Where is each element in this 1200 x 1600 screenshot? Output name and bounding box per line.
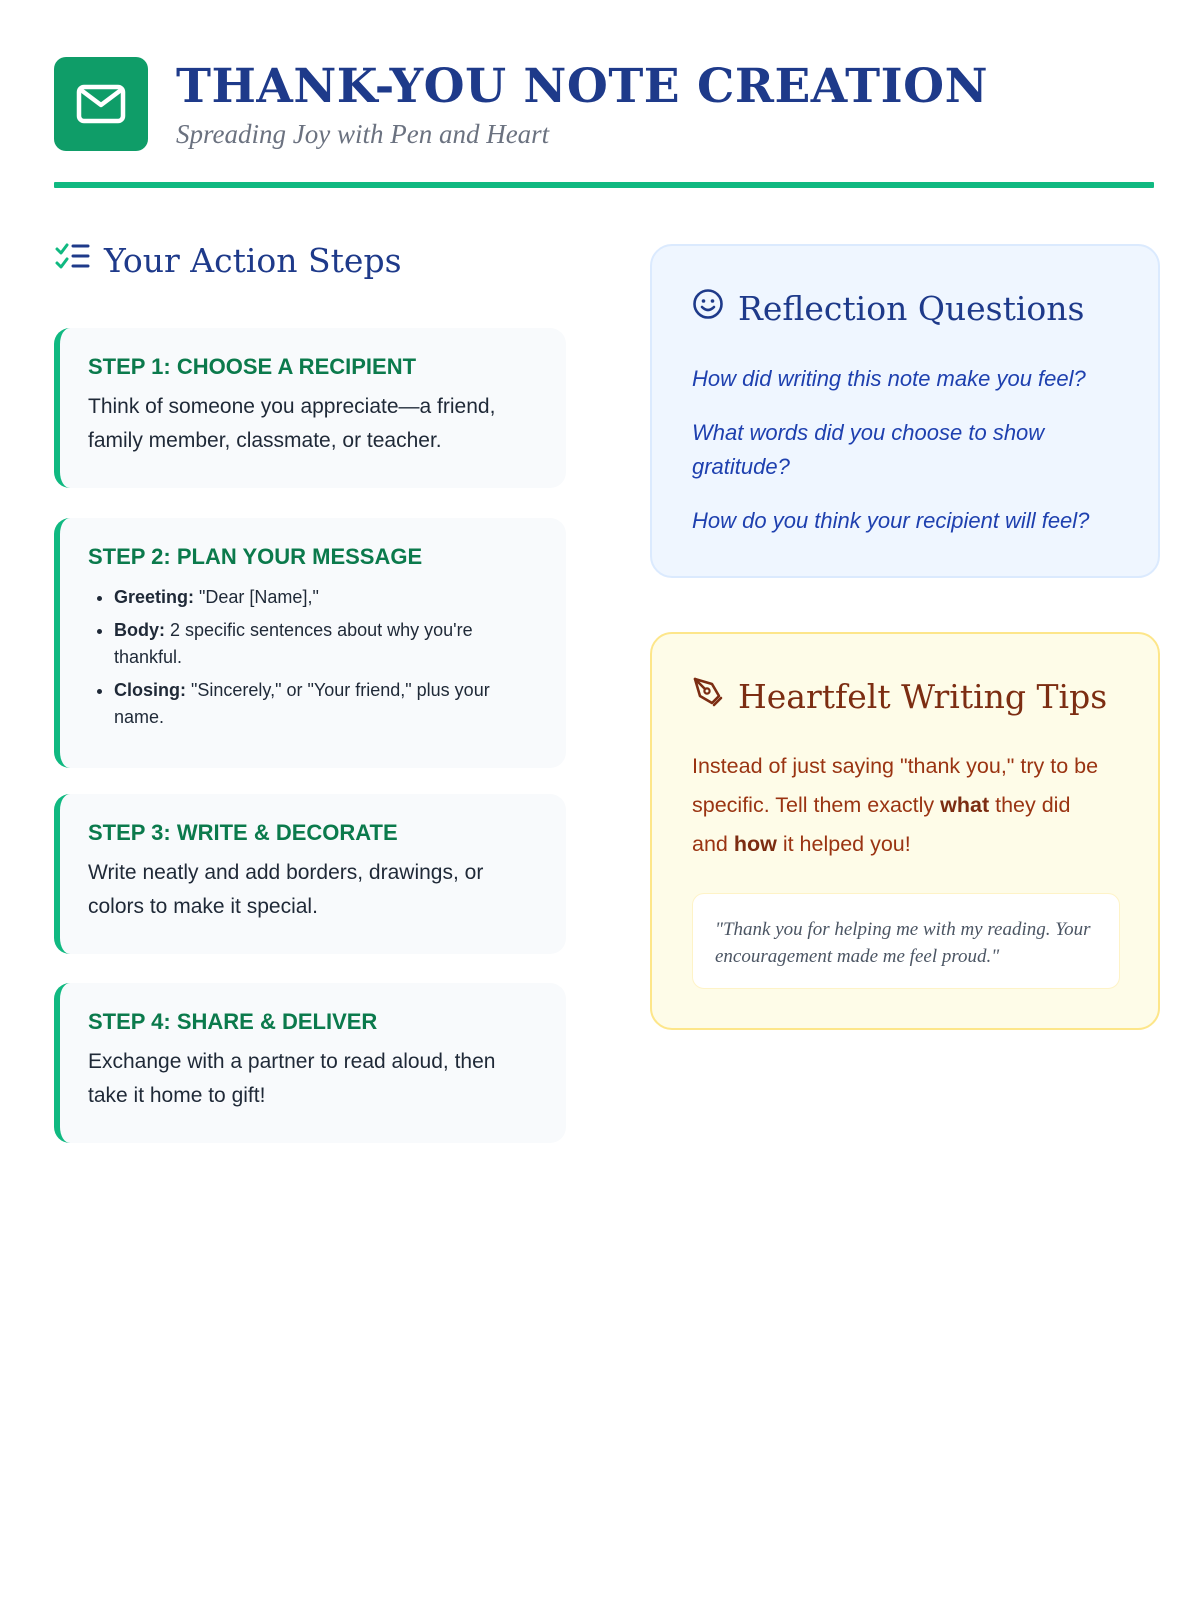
example-quote: "Thank you for helping me with my reading. Your encouragement made me feel proud." xyxy=(715,919,1091,967)
bullet-text: "Sincerely," or "Your friend," plus your name. xyxy=(114,680,490,727)
reflection-title: Reflection Questions xyxy=(738,288,1085,328)
step-title: STEP 4: SHARE & DELIVER xyxy=(88,1009,378,1034)
tips-bold-what: what xyxy=(940,793,990,817)
step-title: STEP 1: CHOOSE A RECIPIENT xyxy=(88,354,417,379)
bullet-label: Body: xyxy=(114,620,165,640)
tips-text-part: it helped you! xyxy=(776,832,911,856)
smile-icon xyxy=(692,288,724,328)
page-title: THANK-YOU NOTE CREATION xyxy=(176,59,989,114)
reflection-card xyxy=(650,244,1160,578)
step-card-3 xyxy=(54,794,566,954)
page-header xyxy=(54,57,1154,153)
bullet-text: "Dear [Name]," xyxy=(194,587,319,607)
bullet-label: Greeting: xyxy=(114,587,195,607)
list-item xyxy=(114,677,540,731)
list-item xyxy=(114,584,540,611)
tips-card xyxy=(650,632,1160,1030)
tips-text-part: Instead of just saying "thank you," try to be specific. Tell them exactly xyxy=(692,754,1099,817)
step-bullet-list xyxy=(88,584,540,731)
list-item xyxy=(114,617,540,671)
tips-paragraph xyxy=(692,747,1112,864)
step-card-1 xyxy=(54,328,566,488)
envelope-icon xyxy=(54,57,148,151)
tips-heading xyxy=(692,676,1107,716)
step-title: STEP 2: PLAN YOUR MESSAGE xyxy=(88,544,423,569)
reflection-heading xyxy=(692,288,1084,328)
bullet-label: Closing: xyxy=(114,680,186,700)
step-title: STEP 3: WRITE & DECORATE xyxy=(88,820,398,845)
step-text: Think of someone you appreciate—a friend, family member, classmate, or teacher. xyxy=(88,395,496,452)
tips-text-part: they did and xyxy=(692,793,1071,856)
action-steps-title: Your Action Steps xyxy=(104,240,402,280)
page-subtitle: Spreading Joy with Pen and Heart xyxy=(176,119,550,149)
pen-nib-icon xyxy=(692,676,724,716)
tips-title: Heartfelt Writing Tips xyxy=(738,676,1108,716)
reflection-question: How did writing this note make you feel? xyxy=(692,366,1086,391)
step-card-2 xyxy=(54,518,566,768)
tips-bold-how: how xyxy=(733,832,777,856)
example-quote-box xyxy=(692,893,1120,989)
checklist-icon xyxy=(54,240,90,280)
step-text: Write neatly and add borders, drawings, or colors to make it special. xyxy=(88,861,484,918)
header-divider xyxy=(54,182,1154,188)
step-card-4 xyxy=(54,983,566,1143)
reflection-question: What words did you choose to show gratitude? xyxy=(692,420,1045,479)
action-steps-heading xyxy=(54,240,402,280)
reflection-question: How do you think your recipient will feel? xyxy=(692,508,1090,533)
step-text: Exchange with a partner to read aloud, then take it home to gift! xyxy=(88,1050,496,1107)
bullet-text: 2 specific sentences about why you're thankful. xyxy=(114,620,473,667)
